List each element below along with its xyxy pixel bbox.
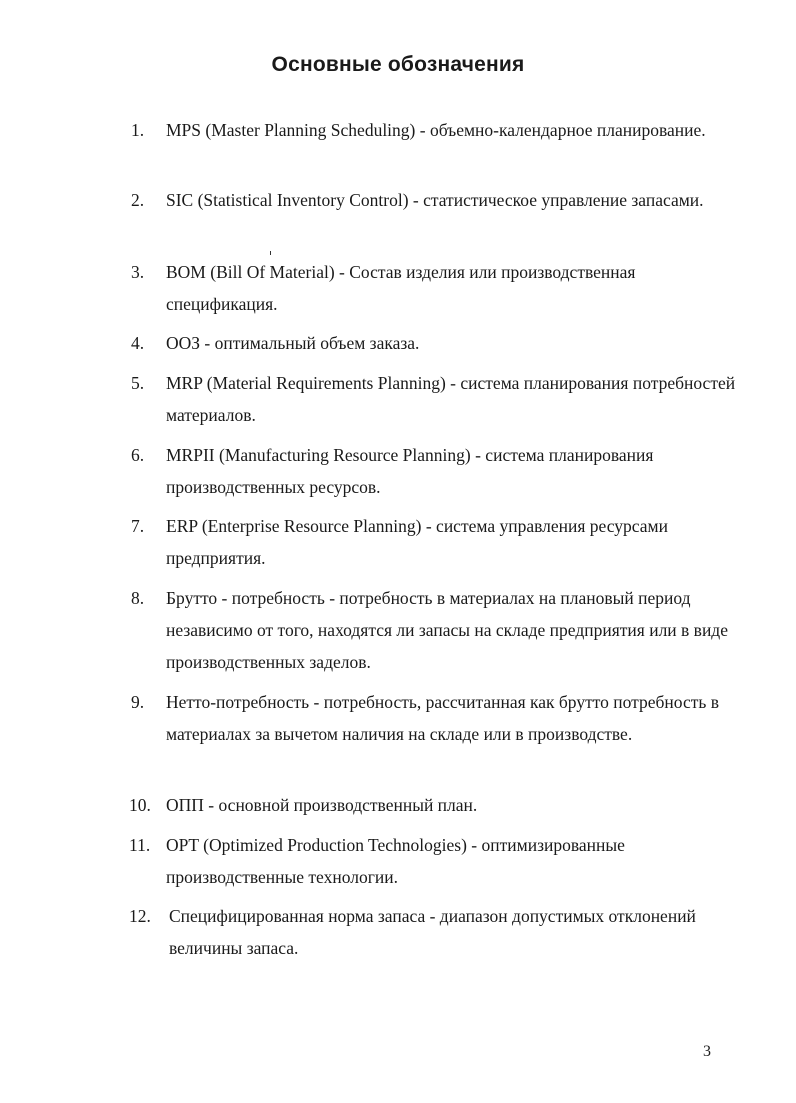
item-number: 12.	[129, 906, 151, 926]
item-text: Нетто-потребность - потребность, рассчитанная как брутто потребность в материалах за вычетом наличия на складе или в производстве.	[166, 692, 720, 744]
item-text: MRP (Material Requirements Planning) - система планирования потребностей материалов.	[166, 373, 736, 425]
item-number: 2.	[131, 190, 145, 210]
item-number: 4.	[131, 333, 145, 353]
stray-mark	[270, 251, 271, 255]
item-number: 11.	[129, 835, 151, 855]
item-number: 6.	[131, 445, 145, 465]
item-text: SIC (Statistical Inventory Control) - статистическое управление запасами.	[166, 190, 704, 210]
page-title: Основные обозначения	[271, 53, 525, 76]
item-text: ERP (Enterprise Resource Planning) - система управления ресурсами предприятия.	[166, 516, 668, 568]
item-text: Брутто - потребность - потребность в материалах на плановый период независимо от того, находятся ли запасы на складе предприятия или в виде производственных заделов.	[166, 588, 728, 672]
item-text: ООЗ - оптимальный объем заказа.	[166, 333, 420, 353]
item-number: 1.	[131, 120, 145, 140]
item-number: 10.	[129, 795, 151, 815]
page-number: 3	[703, 1043, 711, 1060]
item-text: ОПП - основной производственный план.	[166, 795, 478, 815]
item-number: 5.	[131, 373, 145, 393]
item-number: 7.	[131, 516, 145, 536]
item-text: MPS (Master Planning Scheduling) - объемно-календарное планирование.	[166, 120, 706, 140]
item-number: 8.	[131, 588, 145, 608]
item-text: MRPII (Manufacturing Resource Planning) - система планирования производственных ресурсов.	[166, 445, 654, 497]
item-number: 3.	[131, 262, 145, 282]
item-text: OPT (Optimized Production Technologies) - оптимизированные производственные технологии.	[166, 835, 625, 887]
item-number: 9.	[131, 692, 145, 712]
item-text: Специфицированная норма запаса - диапазон допустимых отклонений величины запаса.	[169, 906, 696, 958]
item-text: BOM (Bill Of Material) - Состав изделия или производственная спецификация.	[166, 262, 636, 314]
